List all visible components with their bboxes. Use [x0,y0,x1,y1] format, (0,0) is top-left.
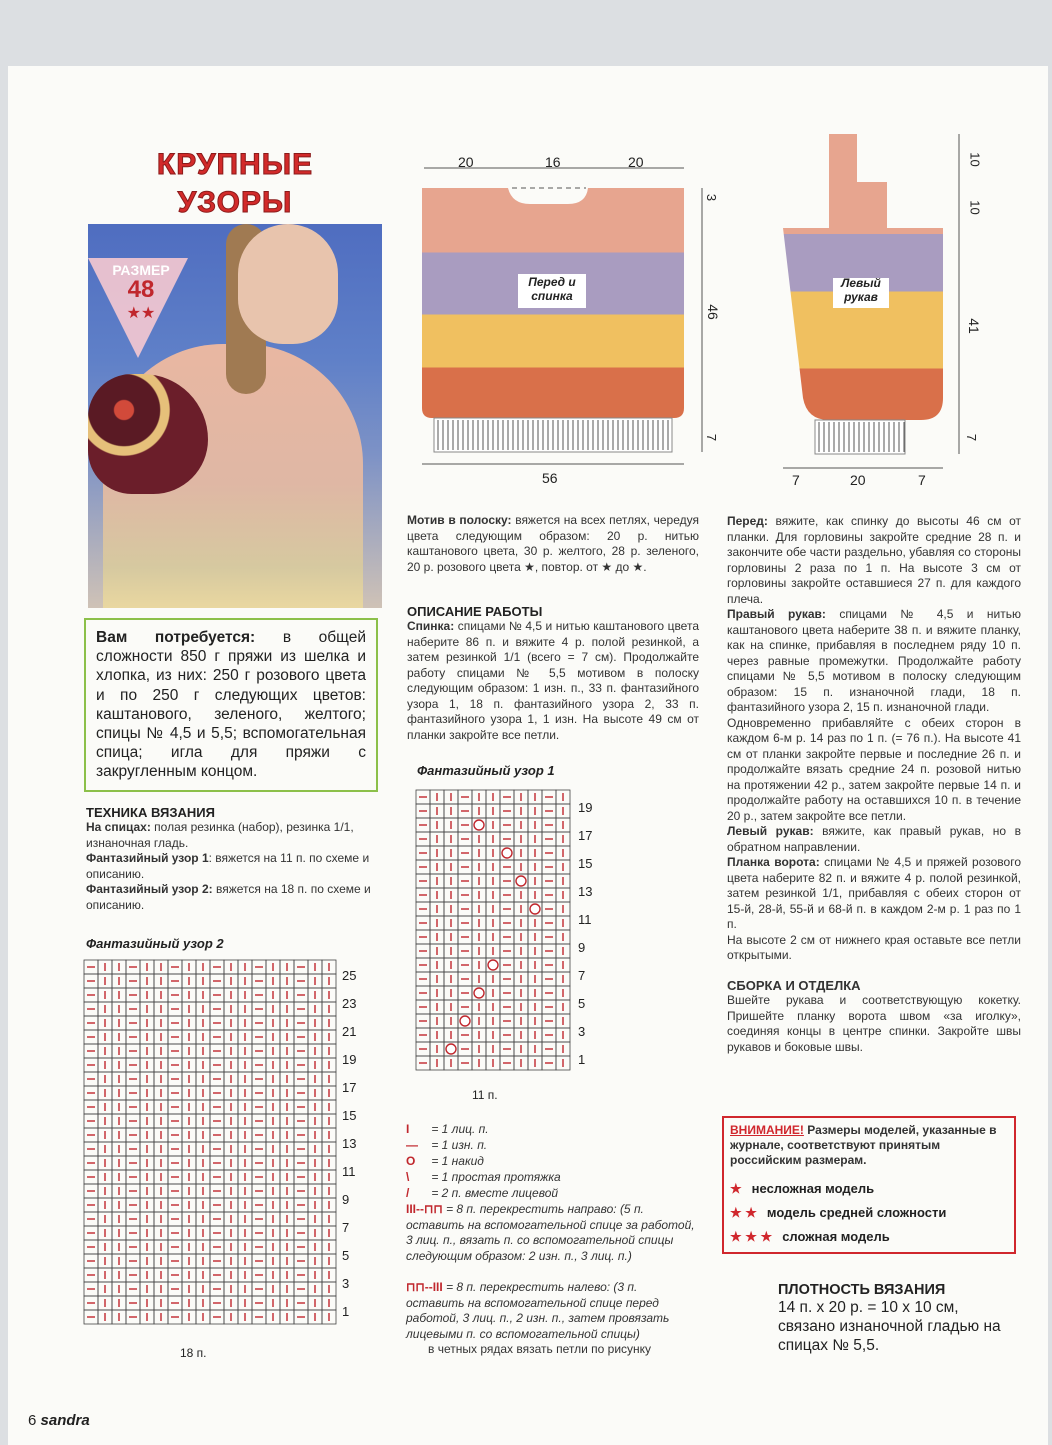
dim-right-mid: 46 [704,304,721,320]
yarn-over-symbol [488,960,498,970]
gauge-section [778,1282,1018,1355]
row-number: 1 [342,1304,350,1319]
requirements-text: в общей сложности 850 г пряжи из шелка и хлопка, из них: 250 г розового цвета и по 250 г следующих цветов: каштанового, зеленого, желтого; спицы № 4,5 и 5,5; вспомогательная спица; игла для пряжи с закругленным концом. [96,629,367,781]
row-number: 19 [578,800,593,815]
sleeve-label: Левый рукав [841,276,881,304]
legend-item: \ = 1 простая протяжка [406,1170,561,1184]
yarn-over-symbol [474,988,484,998]
yarn-over-symbol [460,1016,470,1026]
row-number: 11 [578,912,592,927]
requirements-box [84,618,378,792]
work-heading: ОПИСАНИЕ РАБОТЫ [407,604,543,619]
page-title: КРУПНЫЕ УЗОРЫ [156,148,314,219]
yarn-over-symbol [530,904,540,914]
work-section: ОПИСАНИЕ РАБОТЫ Спинка: спицами № 4,5 и нитью каштанового цвета наберите 86 п. и вяжите 4 р. полой резинкой, а затем резинкой 1/1 (всего = 7 см). Продолжайте работу спицами № 5,5 мотивом в полоску следующим образом: 1 изн. п., 33 п. фантазийного узора 1, 18 п. фантазийного узора 2, 33 п. фантазийного узора 1, 1 изн. На высоте 49 см от планки закройте все петли. [407,604,699,742]
legend-item: III--⊓⊓ = 8 п. перекрестить направо: (5 п. оставить на вспомогательной спице за работой, 3 лиц. п., вязать п. со вспомогательной спицы следующим образом: 2 изн. п., 3 лиц. п.) [406,1202,695,1263]
technique-heading: ТЕХНИКА ВЯЗАНИЯ [86,805,215,820]
size-value: 48 [127,276,155,303]
row-number: 15 [342,1108,357,1123]
legend-item: O = 1 накид [406,1154,484,1168]
row-number: 5 [342,1248,350,1263]
yarn-over-symbol [516,876,526,886]
page-number: 6 [28,1412,37,1429]
yarn-over-symbol [446,1044,456,1054]
row-number: 11 [342,1164,356,1179]
sleeve-dim-2: 10 [967,200,983,215]
assembly-heading: СБОРКА И ОТДЕЛКА [727,977,861,993]
row-number: 3 [342,1276,350,1291]
dim-right-top: 3 [704,193,720,202]
dim-top-right: 20 [628,154,644,170]
sleeve-dim-bottom-mid: 20 [850,472,866,488]
instructions-right: Перед: вяжите, как спинку до высоты 46 см от планки. Для горловины закройте средние 28 п. и закончите обе части раздельно, убавляя со стороны горловины 2 раза по 1 п. На высоте 3 см от горловины закройте оставшиеся 27 п. для каждого плеча. Правый рукав: спицами № 4,5 и нитью каштанового цвета наберите 38 п. и вяжите планку, как на спинке, прибавляя в последнем ряду 10 п. через равные промежутки. Продолжайте работу спицами № 5,5 мотивом в полоску следующим образом: 15 п. изнаночной глади, 18 п. фантазийного узора 2, 15 п. изнаночной глади. Одновременно прибавляйте с обеих сторон в каждом 6-м р. 14 раз по 1 п. (= 76 п.). На высоте 41 см от планки закройте первые и последние 26 п. и продолжайте вязать средние 24 п. розовой нитью на протяжении 42 р., затем закройте первые 14 п. и продолжайте работу на оставшихся 10 п. в течение 20 р., затем закройте все петли. Левый рукав: вяжите, как правый рукав, но в обратном направлении. Планка ворота: спицами № 4,5 и пряжей розового цвета наберите 82 п. и вяжите 4 р. полой резинкой, затем резинкой 1/1, прибавляя с обеих сторон от 15-й, 28-й, 55-й и 68-й п. в каждом 2-м р. 1 раз по 1 п. На высоте 2 см от нижнего края оставьте все петли открытыми. СБОРКА И ОТДЕЛКА Вшейте рукава и соответствующую кокетку. Пришейте планку ворота швом «за иголку», соединяя концы в центре спинки. Закройте швы рукавов и боковые швы. [727,514,1021,1054]
front-back-diagram [410,150,730,490]
chart2-width: 18 п. [180,1346,207,1360]
dim-top-left: 20 [458,154,474,170]
row-number: 13 [578,884,593,899]
row-number: 3 [578,1024,586,1039]
legend-item: — = 1 изн. п. [406,1138,488,1152]
row-number: 5 [578,996,586,1011]
legend-item: ⊓⊓--III = 8 п. перекрестить налево: (3 п. оставить на вспомогательной спице перед работой, 3 лиц. п., 2 изн. п., затем провязать лицевыми п. со вспомогательной спицы) [406,1280,670,1341]
dim-top-mid: 16 [545,154,561,170]
row-number: 17 [342,1080,357,1095]
difficulty-level: ★ ★ модель средней сложности [730,1205,947,1220]
difficulty-stars: ★★ [126,305,156,322]
size-label: РАЗМЕР [112,262,170,278]
legend-item: в четных рядах вязать петли по рисунку [428,1342,652,1356]
legend-item: I = 1 лиц. п. [406,1122,489,1136]
technique-section: ТЕХНИКА ВЯЗАНИЯ На спицах: полая резинка (набор), резинка 1/1, изнаночная гладь. Фантазийный узор 1: вяжется на 11 п. по схеме и описанию. Фантазийный узор 2: вяжется на 18 п. по схеме и описанию. [86,805,378,913]
brand-name: sandra [40,1412,90,1429]
chart1-width: 11 п. [472,1088,498,1102]
row-number: 25 [342,968,357,983]
row-number: 1 [578,1052,586,1067]
row-number: 19 [342,1052,357,1067]
row-number: 7 [342,1220,350,1235]
sleeve-dim-3: 41 [965,318,982,334]
row-number: 17 [578,828,593,843]
row-number: 21 [342,1024,357,1039]
row-number: 7 [578,968,586,983]
dim-bottom: 56 [542,470,558,486]
yarn-over-symbol [474,820,484,830]
chart2-grid [80,956,380,1366]
sleeve-dim-bottom-right: 7 [918,472,926,488]
sleeve-dim-4: 7 [964,433,980,442]
difficulty-level: ★ ★ ★ сложная модель [730,1229,890,1244]
footer [28,1412,90,1429]
yarn-over-symbol [502,848,512,858]
body-label: Перед и спинка [528,275,576,303]
sleeve-dim-bottom-left: 7 [792,472,800,488]
sleeve-diagram [775,128,995,488]
chart1-title: Фантазийный узор 1 [417,763,555,778]
warning-box: ВНИМАНИЕ! Размеры моделей, указанные в журнале, соответствуют принятым российским размерам. ★ несложная модель ★ ★ модель средней сложности ★ ★ ★ сложная модель [722,1116,1016,1254]
requirements-heading: Вам потребуется: [96,629,256,646]
row-number: 15 [578,856,593,871]
gauge-heading: ПЛОТНОСТЬ ВЯЗАНИЯ [778,1282,946,1298]
row-number: 23 [342,996,357,1011]
row-number: 13 [342,1136,357,1151]
motif-paragraph: Мотив в полоску: вяжется на всех петлях, чередуя цвета следующим образом: 20 р. нитью каштанового цвета, 30 р. желтого, 28 р. зеленого, 20 р. розового цвета ★, повтор. от ★ до ★. [407,513,699,574]
sleeve-dim-1: 10 [967,152,983,167]
row-number: 9 [578,940,586,955]
difficulty-level: ★ несложная модель [730,1181,875,1196]
chart1-grid [412,786,582,1082]
row-number: 9 [342,1192,350,1207]
gauge-text: 14 п. х 20 р. = 10 х 10 см, связано изнаночной гладью на спицах № 5,5. [778,1299,1001,1354]
dim-right-bottom: 7 [704,433,720,442]
chart2-title: Фантазийный узор 2 [86,936,224,951]
legend-item: / = 2 п. вместе лицевой [406,1186,559,1200]
